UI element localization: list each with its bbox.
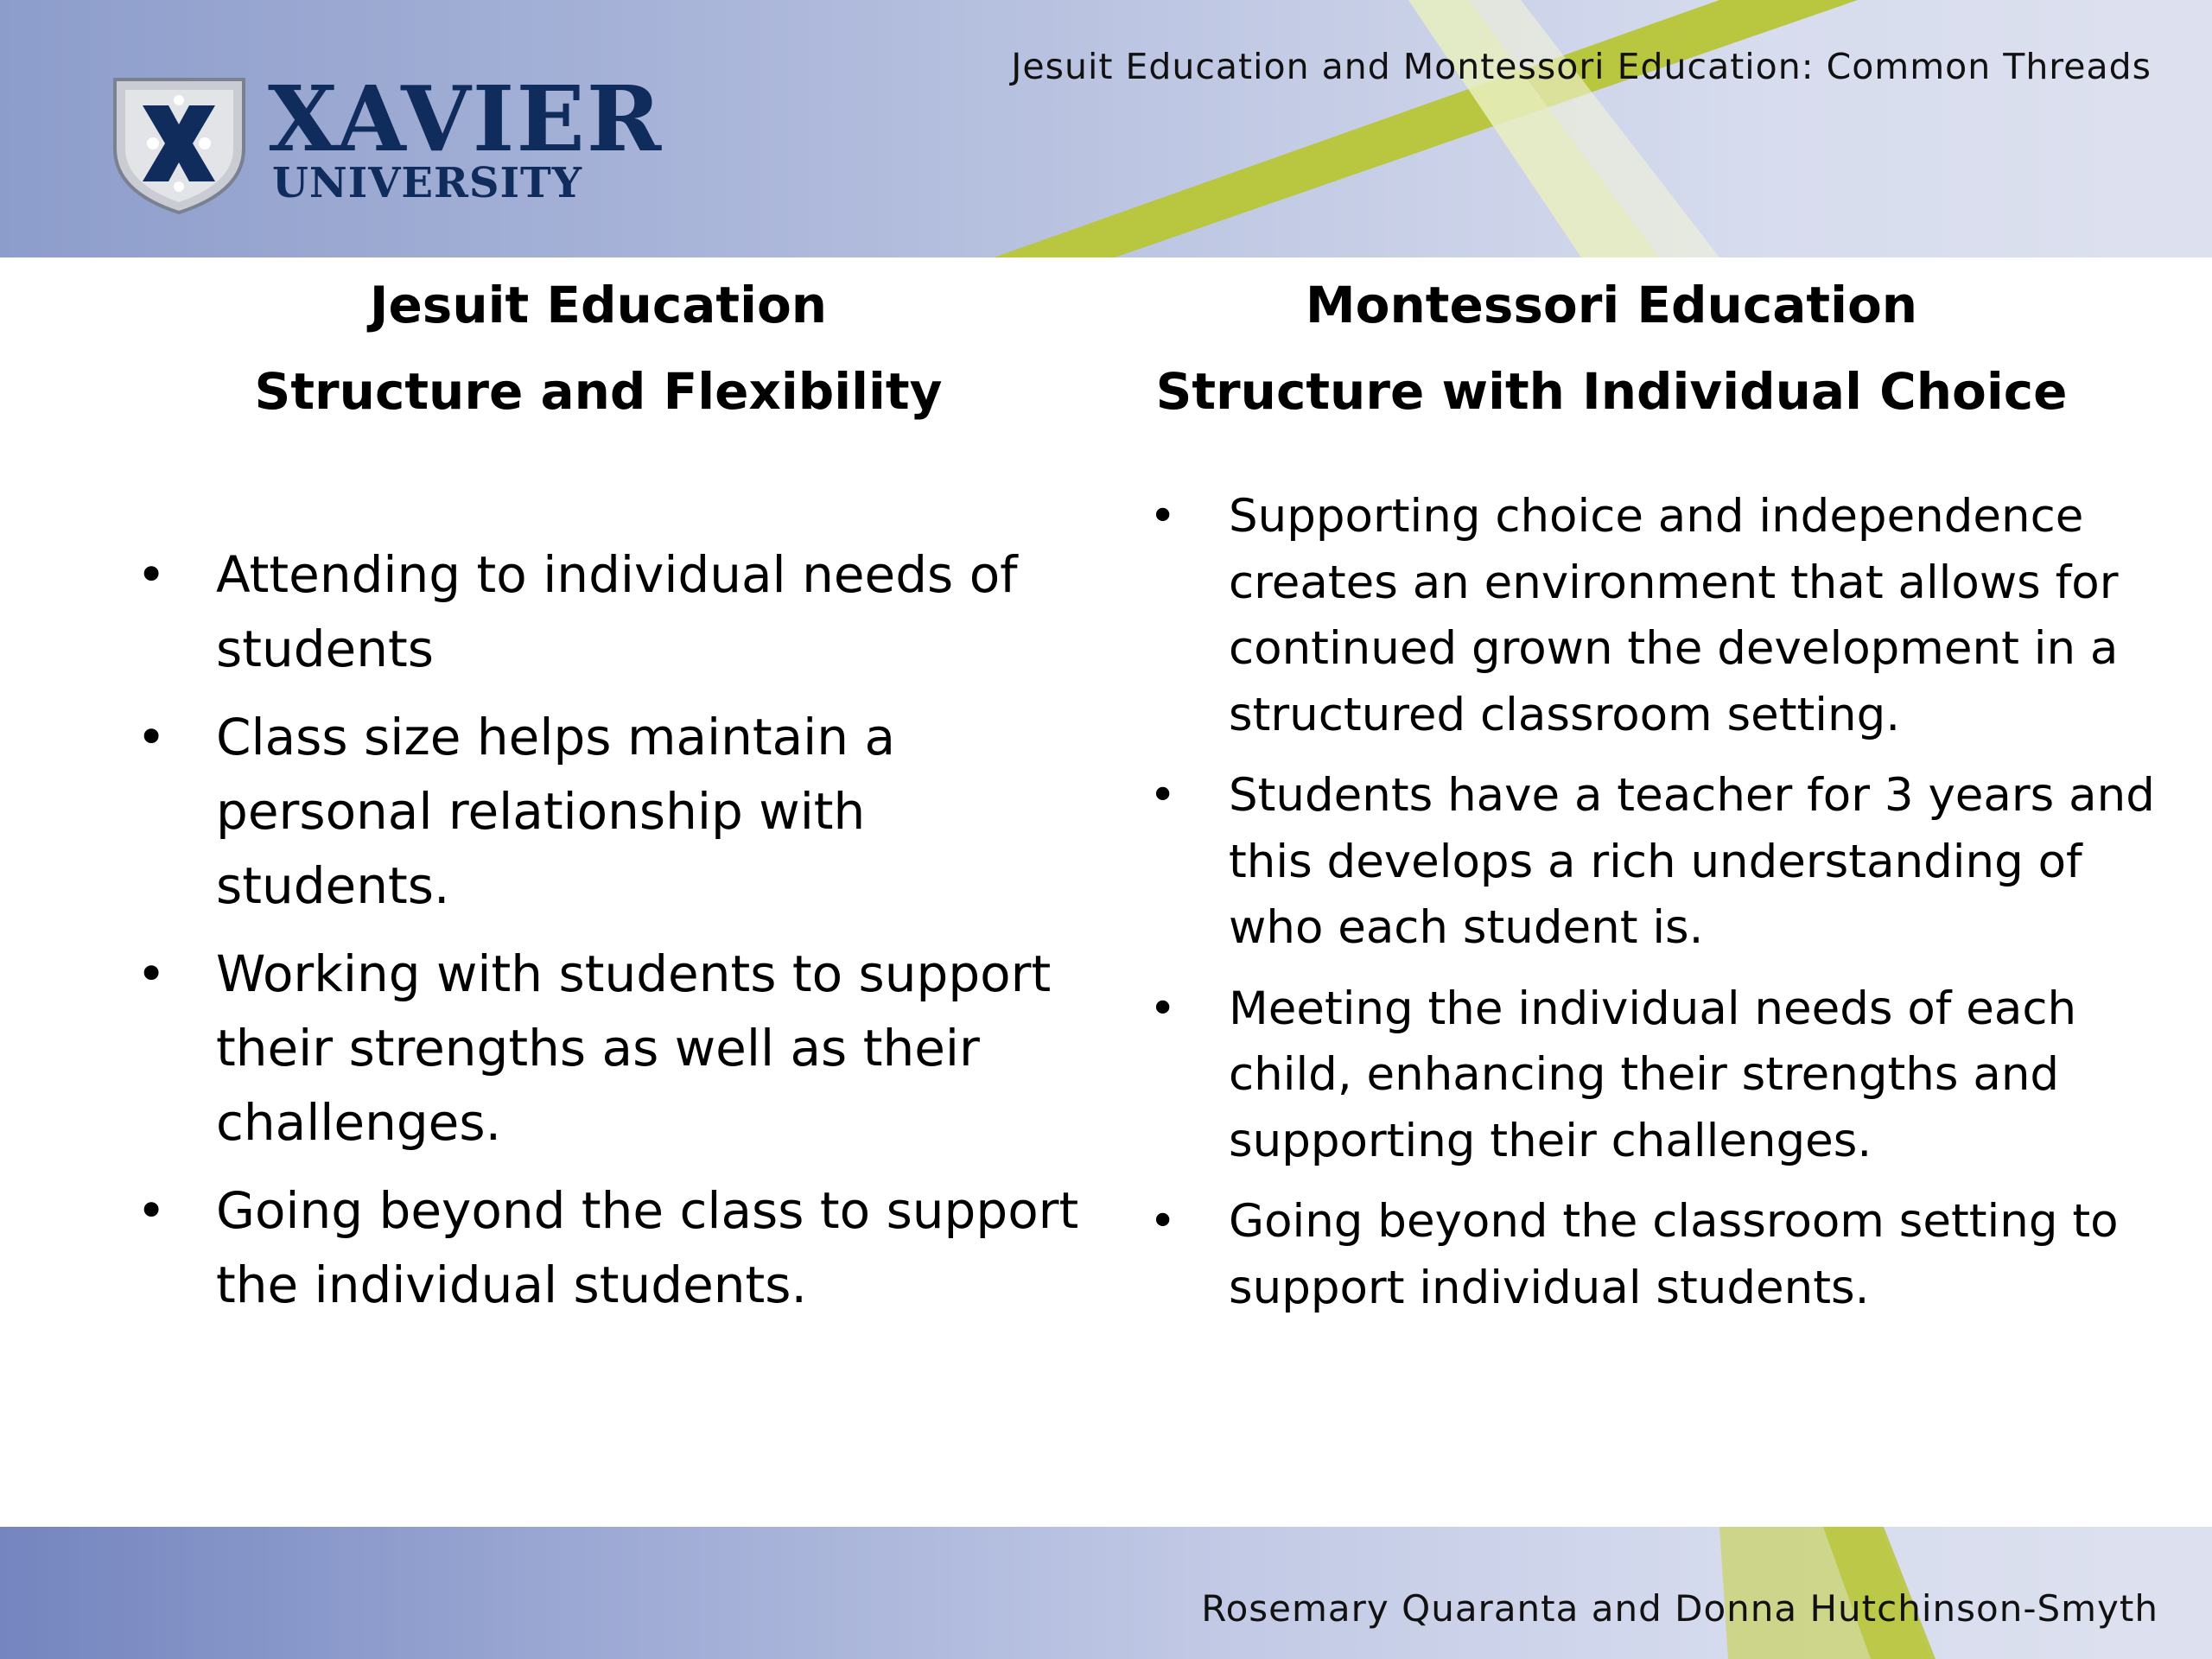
jesuit-bullet-text: Class size helps maintain a personal relationship with students. [216, 708, 896, 915]
jesuit-bullet-text: Working with students to support their strengths as well as their challenges. [216, 944, 1052, 1152]
jesuit-bullet-text: Going beyond the class to support the individual students. [216, 1181, 1079, 1314]
bullet-dot: • [1149, 490, 1177, 543]
slide-header-title: Jesuit Education and Montessori Education: Common Threads [1011, 46, 2152, 87]
bullet-dot: • [1149, 769, 1177, 822]
logo-wordmark: XAVIER [268, 66, 664, 172]
montessori-bullet-list [1149, 484, 2162, 1336]
montessori-heading-line2: Structure with Individual Choice [1155, 362, 2068, 421]
jesuit-heading-line2: Structure and Flexibility [254, 362, 943, 421]
header-green-stripe [994, 0, 1858, 257]
bullet-dot: • [137, 545, 167, 604]
montessori-bullet-text: Meeting the individual needs of each child, enhancing their strengths and supporting their challenges. [1229, 982, 2077, 1167]
montessori-bullet [1149, 976, 2162, 1175]
montessori-heading-line1: Montessori Education [1305, 276, 1918, 334]
montessori-bullet [1149, 763, 2162, 962]
xavier-shield-icon [108, 71, 251, 218]
jesuit-bullet-list [137, 537, 1097, 1336]
footer-credit: Rosemary Quaranta and Donna Hutchinson-Smyth [1201, 1587, 2158, 1630]
jesuit-bullet [137, 937, 1097, 1160]
bullet-dot: • [137, 944, 167, 1003]
jesuit-bullet [137, 1173, 1097, 1322]
jesuit-heading [0, 262, 1197, 435]
montessori-bullet-text: Supporting choice and independence creates an environment that allows for continued grown the development in a structured classroom setting. [1229, 490, 2119, 741]
montessori-bullet [1149, 484, 2162, 748]
bullet-dot: • [1149, 1195, 1177, 1248]
jesuit-bullet [137, 537, 1097, 686]
header-band [0, 0, 2212, 257]
bullet-dot: • [137, 708, 167, 766]
montessori-bullet-text: Going beyond the classroom setting to support individual students. [1229, 1195, 2119, 1314]
jesuit-bullet-text: Attending to individual needs of students [216, 545, 1018, 678]
jesuit-bullet [137, 700, 1097, 923]
montessori-bullet [1149, 1189, 2162, 1321]
xavier-logo [108, 66, 696, 218]
bullet-dot: • [137, 1181, 167, 1240]
logo-subtitle: UNIVERSITY [272, 159, 583, 207]
montessori-heading [1115, 262, 2108, 435]
montessori-bullet-text: Students have a teacher for 3 years and this develops a rich understanding of who each student is. [1229, 769, 2155, 954]
jesuit-heading-line1: Jesuit Education [369, 276, 828, 334]
bullet-dot: • [1149, 982, 1177, 1035]
footer-band [0, 1527, 2212, 1659]
